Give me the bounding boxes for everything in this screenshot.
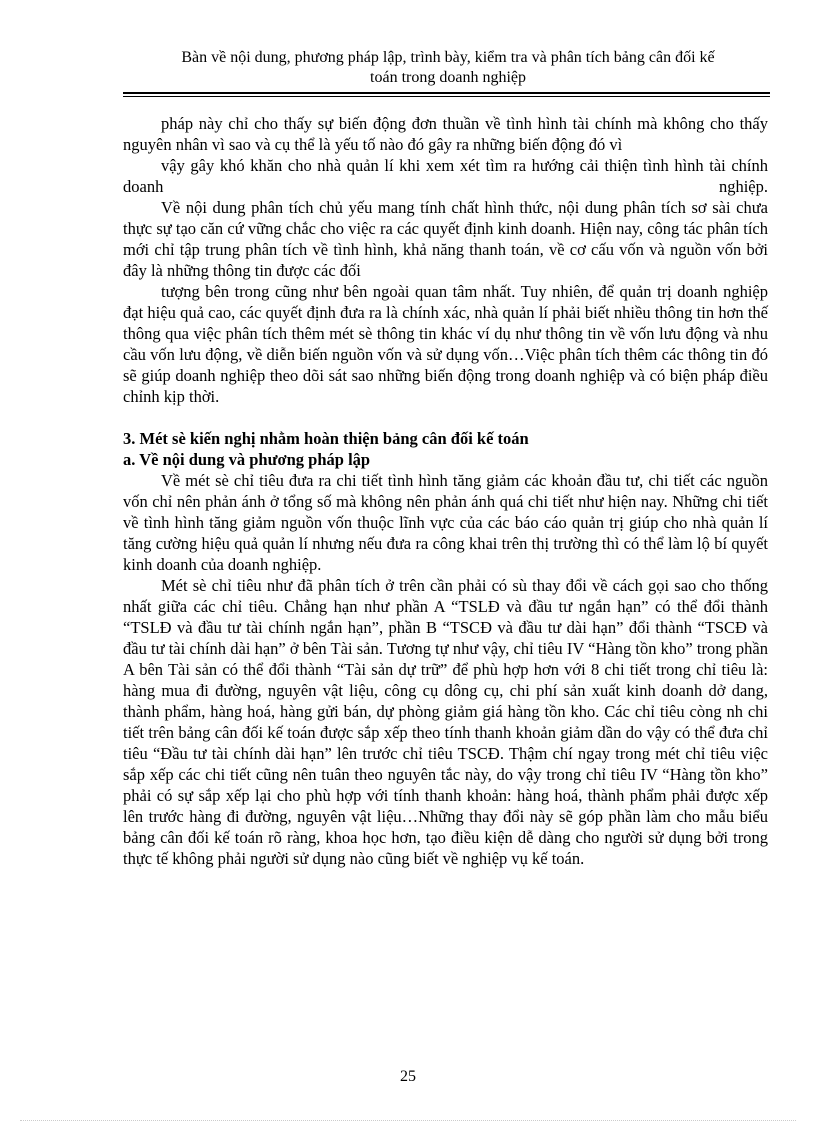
paragraph-top-4: tượng bên trong cũng như bên ngoài quan tâm nhất. Tuy nhiên, để quản trị doanh nghiệp đạt hiệu quả cao, các quyết định đưa ra là chính xác, nhà quản lí phải biết nhiều thông tin hơn thế thông qua việc phân tích thêm mét sè thông tin khác ví dụ như thông tin về vốn lưu động và nhu cầu vốn lưu động, về diễn biến nguồn vốn và sử dụng vốn…Việc phân tích thêm các thông tin đó sẽ giúp doanh nghiệp theo dõi sát sao những biến động trong doanh nghiệp và có biện pháp điều chỉnh kịp thời. [123,282,768,406]
running-header [118,48,778,88]
sub-heading: a. Về nội dung và phương pháp lập [123,450,371,469]
header-rule-thick [123,92,770,94]
section-heading: 3. Mét sè kiến nghị nhằm hoàn thiện bảng cân đối kế toán [123,429,529,448]
document-body [123,113,768,869]
paragraph-bottom-1: Về mét sè chỉ tiêu đưa ra chi tiết tình hình tăng giảm các khoản đầu tư, chi tiết các nguồn vốn chỉ nên phản ánh ở tổng số mà không nên phản ánh quá chi tiết như hiện nay. Những chi tiết về tình hình tăng giảm nguồn vốn thuộc lĩnh vực của các báo cáo quản trị giúp cho nhà quản lí tăng cường hiệu quả quản lí nhưng nếu đưa ra công khai trên thị trường thì có thể làm lộ bí quyết kinh doanh của doanh nghiệp. [123,471,768,574]
paragraph-bottom-2: Mét sè chỉ tiêu như đã phân tích ở trên cần phải có sù thay đổi về cách gọi sao cho thống nhất giữa các chỉ tiêu. Chẳng hạn như phần A “TSLĐ và đầu tư ngắn hạn” có thể đổi thành “TSLĐ và đầu tư tài chính ngắn hạn”, phần B “TSCĐ và đầu tư dài hạn” đổi thành “TSCĐ và đầu tư tài chính dài hạn” ở bên Tài sản. Tương tự như vậy, chỉ tiêu IV “Hàng tồn kho” trong phần A bên Tài sản có thể đổi thành “Tài sản dự trữ” để phù hợp hơn với 8 chi tiết trong chỉ tiêu là: hàng mua đi đường, nguyên vật liệu, công cụ dông cụ, chi phí sản xuất kinh doanh dở dang, thành phẩm, hàng hoá, hàng gửi bán, dự phòng giảm giá hàng tồn kho. Các chỉ tiêu còng nh chi tiết trên bảng cân đối kế toán được sắp xếp theo tính thanh khoản giảm dần do vậy có thể đưa chỉ tiêu “Đầu tư tài chính dài hạn” lên trước chỉ tiêu TSCĐ. Thậm chí ngay trong mét chỉ tiêu việc sắp xếp các chi tiết cũng nên tuân theo nguyên tắc này, do vậy trong chỉ tiêu IV “Hàng tồn kho” phải có sự sắp xếp lại cho phù hợp với tính thanh khoản: hàng hoá, thành phẩm phải được xếp lên trước hàng đi đường, nguyên vật liệu…Những thay đổi này sẽ góp phần làm cho mẫu biểu bảng cân đối kế toán rõ ràng, khoa học hơn, tạo điều kiện dễ dàng cho người sử dụng bởi trong thực tế không phải người sử dụng nào cũng biết về nghiệp vụ kế toán. [123,576,768,868]
header-line-2: toán trong doanh nghiệp [370,69,526,86]
paragraph-top-2: vậy gây khó khăn cho nhà quản lí khi xem xét tìm ra hướng cải thiện tình hình tài chính doanh nghiệp. [123,156,768,196]
header-line-1: Bàn về nội dung, phương pháp lập, trình bày, kiểm tra và phân tích bảng cân đối kế [181,49,715,66]
header-rule-thin [123,96,770,97]
page-bottom-border [20,1120,796,1121]
page-number: 25 [400,1068,416,1085]
paragraph-top-3: Về nội dung phân tích chủ yếu mang tính chất hình thức, nội dung phân tích sơ sài chưa thực sự tạo căn cứ vững chắc cho việc ra các quyết định kinh doanh. Hiện nay, công tác phân tích mới chỉ tập trung phân tích về tình hình, khả năng thanh toán, về cơ cấu vốn và nguồn vốn bởi đây là những thông tin được các đối [123,198,768,280]
paragraph-top-1: pháp này chỉ cho thấy sự biến động đơn thuần về tình hình tài chính mà không cho thấy nguyên nhân vì sao và cụ thể là yếu tố nào đó gây ra những biến động đó vì [123,114,768,154]
